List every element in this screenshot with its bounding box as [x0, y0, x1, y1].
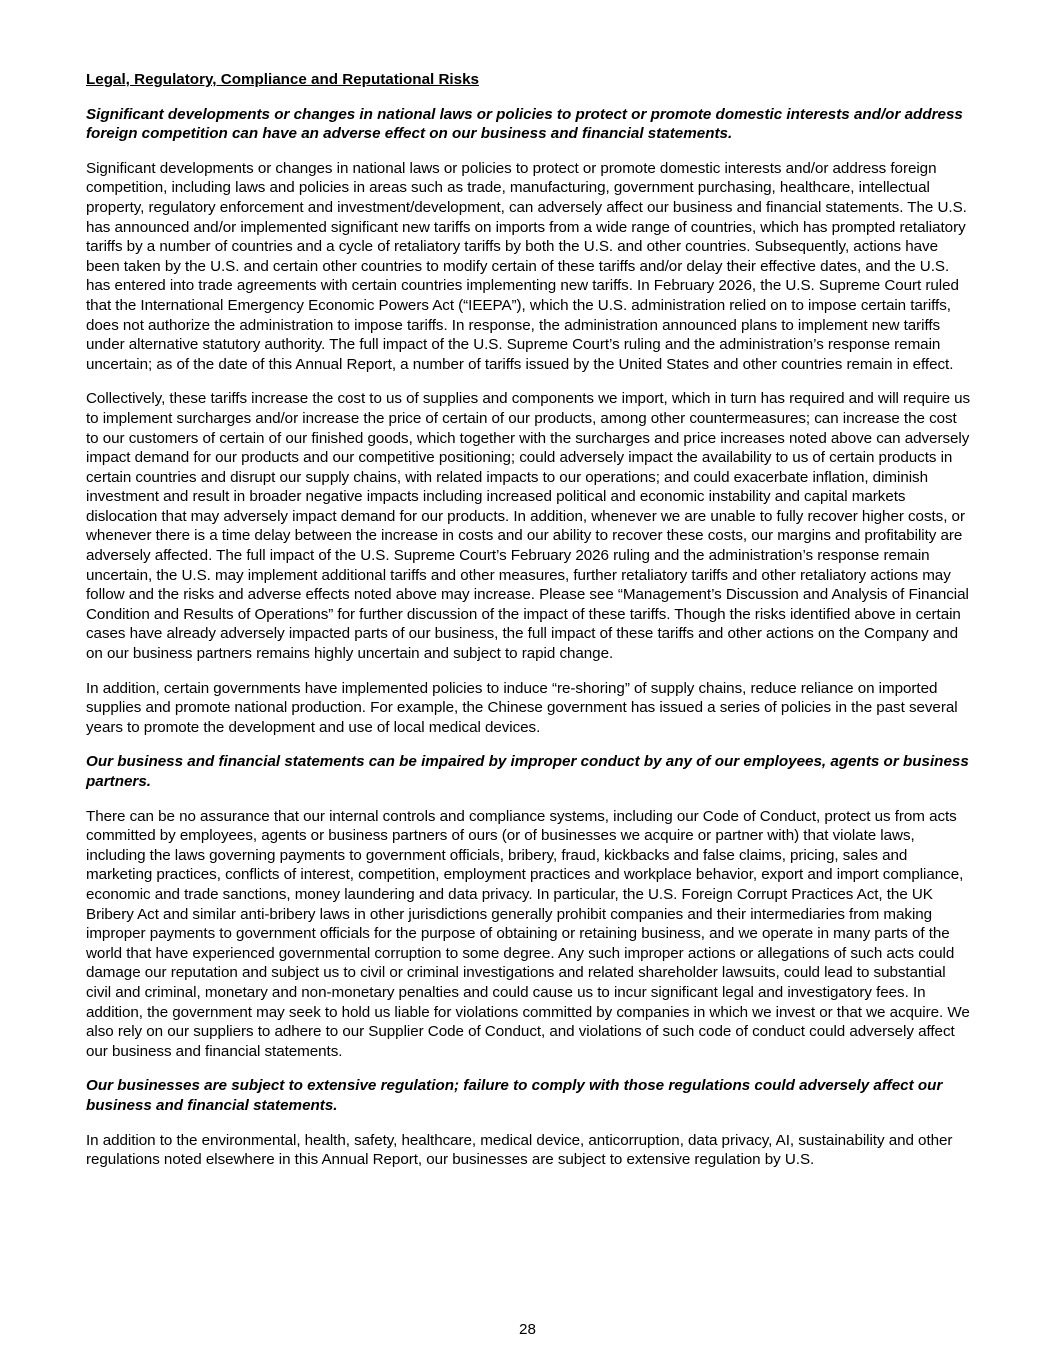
risk-heading-trade-policy: Significant developments or changes in national laws or policies to protect or promote domestic interests and/or address foreign competition can have an adverse effect on our business and financial statements. [86, 105, 963, 143]
section-heading: Legal, Regulatory, Compliance and Reputational Risks [86, 71, 479, 88]
paragraph-reshoring: In addition, certain governments have implemented policies to induce “re-shoring” of supply chains, reduce reliance on imported supplies and promote national production. For example, the Chinese government has issued a series of policies in the past several years to promote the development and use of local medical devices. [86, 679, 958, 736]
paragraph-improper-conduct: There can be no assurance that our internal controls and compliance systems, including our Code of Conduct, protect us from acts committed by employees, agents or business partners of ours (or of businesses we acquire or partner with) that violate laws, including the laws governing payments to government officials, bribery, fraud, kickbacks and false claims, pricing, sales and marketing practices, conflicts of interest, competition, employment practices and workplace behavior, export and import compliance, economic and trade sanctions, money laundering and data privacy. In particular, the U.S. Foreign Corrupt Practices Act, the UK Bribery Act and similar anti-bribery laws in other jurisdictions generally prohibit companies and their intermediaries from making improper payments to government officials for the purpose of obtaining or retaining business, and we operate in many parts of the world that have experienced governmental corruption to some degree. Any such improper actions or allegations of such acts could damage our reputation and subject us to civil or criminal investigations and related shareholder lawsuits, could lead to substantial civil and criminal, monetary and non-monetary penalties and could cause us to incur significant legal and investigatory fees. In addition, the government may seek to hold us liable for violations committed by companies in which we invest or that we acquire. We also rely on our suppliers to adhere to our Supplier Code of Conduct, and violations of such code of conduct could adversely affect our business and financial statements. [86, 807, 970, 1060]
paragraph-tariffs-impact: Collectively, these tariffs increase the cost to us of supplies and components we import, which in turn has required and will require us to implement surcharges and/or increase the price of certain of our products, among other countermeasures; can increase the cost to our customers of certain of our finished goods, which together with the surcharges and price increases noted above can adversely impact demand for our products and our competitive positioning; could adversely impact the availability to us of certain products in certain countries and disrupt our supply chains, with related impacts to our operations; and could exacerbate inflation, diminish investment and result in broader negative impacts including increased political and economic instability and capital markets dislocation that may adversely impact demand for our products. In addition, whenever we are unable to fully recover higher costs, or whenever there is a time delay between the increase in costs and our ability to recover these costs, our margins and profitability are adversely affected. The full impact of the U.S. Supreme Court’s February 2026 ruling and the administration’s response remain uncertain, the U.S. may implement additional tariffs and other measures, further retaliatory tariffs and other retaliatory actions may follow and the risks and adverse effects noted above may increase. Please see “Management’s Discussion and Analysis of Financial Condition and Results of Operations” for further discussion of the impact of these tariffs. Though the risks identified above in certain cases have already adversely impacted parts of our business, the full impact of these tariffs and other actions on the Company and on our business partners remains highly uncertain and subject to rapid change. [86, 390, 971, 663]
paragraph-tariffs-overview: Significant developments or changes in national laws or policies to protect or promote domestic interests and/or address foreign competition, including laws and policies in areas such as trade, manufacturing, government purchasing, healthcare, intellectual property, regulatory enforcement and investment/development, can adversely affect our business and financial statements. The U.S. has announced and/or implemented significant new tariffs on imports from a wide range of countries, which has prompted retaliatory tariffs by a number of countries and a cycle of retaliatory tariffs by both the U.S. and other countries. Subsequently, actions have been taken by the U.S. and certain other countries to modify certain of these tariffs and/or delay their effective dates, and the U.S. has entered into trade agreements with certain countries implementing new tariffs. In February 2026, the U.S. Supreme Court ruled that the International Emergency Economic Powers Act (“IEEPA”), which the U.S. administration relied on to impose certain tariffs, does not authorize the administration to impose tariffs. In response, the administration announced plans to implement new tariffs under alternative statutory authority. The full impact of the U.S. Supreme Court’s ruling and the administration’s response remain uncertain; as of the date of this Annual Report, a number of tariffs issued by the United States and other countries remain in effect. [86, 159, 967, 373]
page-number: 28 [519, 1321, 536, 1338]
paragraph-regulation: In addition to the environmental, health, safety, healthcare, medical device, anticorruption, data privacy, AI, sustainability and other regulations noted elsewhere in this Annual Report, our businesses are subject to extensive regulation by U.S. [86, 1131, 953, 1169]
document-page [86, 70, 972, 1185]
risk-heading-regulation: Our businesses are subject to extensive regulation; failure to comply with those regulations could adversely affect our business and financial statements. [86, 1077, 943, 1114]
risk-heading-improper-conduct: Our business and financial statements can be impaired by improper conduct by any of our employees, agents or business partners. [86, 753, 969, 790]
